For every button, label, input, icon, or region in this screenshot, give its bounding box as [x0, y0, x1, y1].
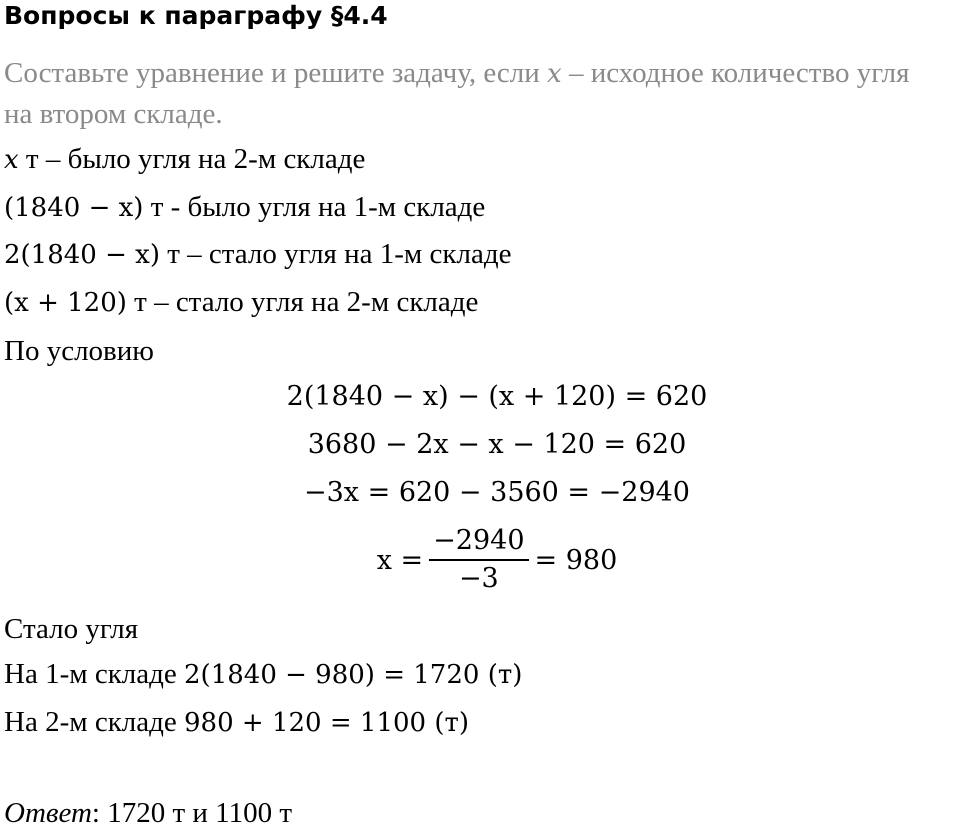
setup-text: т - было угля на 1-м складе — [143, 191, 486, 223]
setup-line-1 — [4, 142, 365, 177]
equation-2: 3680 − 2x − x − 120 = 620 — [307, 429, 687, 460]
fraction-lhs: x = — [376, 544, 424, 576]
answer-line — [4, 796, 292, 830]
fraction-denominator: −3 — [458, 563, 499, 594]
setup-line-3 — [4, 237, 511, 272]
result-text: На 1-м складе — [4, 658, 185, 690]
equation-4 — [0, 520, 960, 600]
math-expression: 2(1840 − x) — [4, 240, 160, 270]
setup-line-2 — [4, 190, 485, 225]
fraction — [429, 525, 528, 595]
fraction-numerator: −2940 — [429, 525, 528, 561]
result-text: На 2-м складе — [4, 706, 185, 738]
result-heading: Стало угля — [4, 613, 139, 645]
task-text: – исходное количество угля — [561, 57, 910, 89]
task-line-2: на втором складе. — [4, 98, 223, 130]
math-expression: (x + 120) — [4, 288, 127, 318]
equation-1: 2(1840 − x) − (x + 120) = 620 — [286, 381, 708, 412]
condition-label: По условию — [4, 335, 154, 367]
math-expression: (1840 − x) — [4, 193, 144, 223]
answer-text: : 1720 т и 1100 т — [91, 797, 293, 829]
setup-text: т – стало угля на 2-м складе — [126, 286, 479, 318]
result-warehouse-2 — [4, 705, 469, 740]
page-title: Вопросы к параграфу §4.4 — [4, 1, 388, 30]
setup-text: т – было угля на 2-м складе — [18, 143, 366, 175]
task-variable: x — [547, 59, 562, 89]
math-expression: 980 + 120 = 1100 (т) — [184, 708, 469, 738]
equation-3: −3x = 620 − 3560 = −2940 — [304, 477, 690, 508]
result-warehouse-1 — [4, 657, 522, 692]
setup-line-4 — [4, 285, 478, 320]
task-line-1 — [4, 56, 909, 91]
task-text: Составьте уравнение и решите задачу, если — [4, 57, 548, 89]
fraction-rhs: = 980 — [534, 544, 618, 576]
math-expression: x — [4, 145, 19, 175]
setup-text: т – стало угля на 1-м складе — [159, 238, 512, 270]
math-expression: 2(1840 − 980) = 1720 (т) — [184, 660, 523, 690]
answer-label: Ответ — [4, 797, 92, 829]
